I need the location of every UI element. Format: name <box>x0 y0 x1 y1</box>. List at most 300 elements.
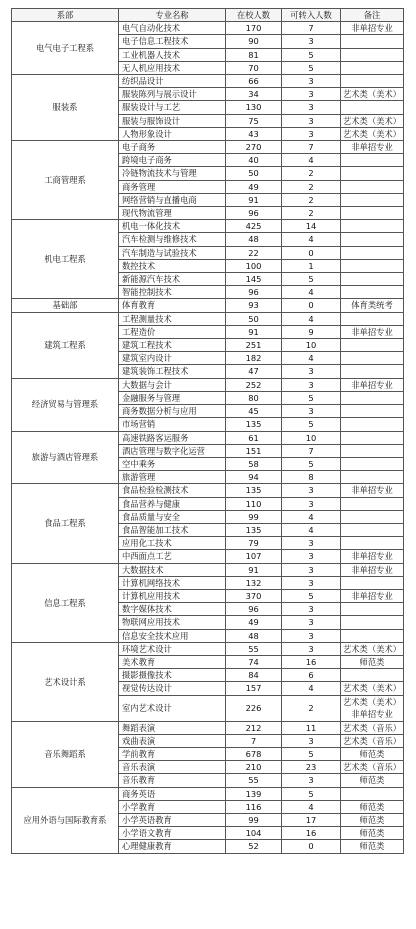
note-text: 艺术类（音乐） <box>342 735 402 746</box>
major-name: 冷链物流技术与管理 <box>119 167 226 180</box>
enrolled-count: 251 <box>226 339 282 352</box>
note-cell <box>341 246 404 259</box>
note-cell <box>341 761 404 774</box>
note-text: 艺术类（美术） <box>342 696 402 707</box>
transfer-count: 3 <box>282 774 341 787</box>
table-row <box>12 220 404 233</box>
note-cell <box>341 141 404 154</box>
enrolled-count: 47 <box>226 365 282 378</box>
major-name: 小学英语教育 <box>119 813 226 826</box>
major-name: 商务管理 <box>119 180 226 193</box>
major-name: 新能源汽车技术 <box>119 273 226 286</box>
major-name: 电气自动化技术 <box>119 22 226 35</box>
table-row <box>12 22 404 35</box>
note-cell <box>341 75 404 88</box>
transfer-count: 0 <box>282 840 341 853</box>
major-name: 食品智能加工技术 <box>119 523 226 536</box>
transfer-count: 3 <box>282 563 341 576</box>
note-cell <box>341 233 404 246</box>
major-name: 无人机应用技术 <box>119 61 226 74</box>
table-row <box>12 642 404 655</box>
note-text: 非单招专业 <box>351 590 393 601</box>
major-name: 环境艺术设计 <box>119 642 226 655</box>
major-name: 汽车制造与试验技术 <box>119 246 226 259</box>
enrolled-count: 270 <box>226 141 282 154</box>
note-cell <box>341 669 404 682</box>
note-text: 师范类 <box>359 814 385 825</box>
major-name: 现代物流管理 <box>119 207 226 220</box>
table-row <box>12 378 404 391</box>
major-name: 金融服务与管理 <box>119 391 226 404</box>
enrolled-count: 70 <box>226 61 282 74</box>
note-text: 非单招专业 <box>351 551 393 562</box>
note-text: 非单招专业 <box>351 142 393 153</box>
transfer-count: 3 <box>282 35 341 48</box>
enrolled-count: 75 <box>226 114 282 127</box>
transfer-count: 2 <box>282 207 341 220</box>
transfer-count: 4 <box>282 682 341 695</box>
major-name: 室内艺术设计 <box>119 695 226 721</box>
note-cell <box>341 774 404 787</box>
transfer-count: 2 <box>282 695 341 721</box>
major-name: 服装与服饰设计 <box>119 114 226 127</box>
enrolled-count: 212 <box>226 721 282 734</box>
note-cell <box>341 378 404 391</box>
note-cell <box>341 629 404 642</box>
transfer-count: 5 <box>282 61 341 74</box>
major-name: 数字媒体技术 <box>119 603 226 616</box>
enrolled-count: 100 <box>226 259 282 272</box>
note-text: 师范类 <box>359 841 385 852</box>
enrolled-count: 678 <box>226 747 282 760</box>
transfer-count: 5 <box>282 273 341 286</box>
note-cell <box>341 193 404 206</box>
transfer-count: 5 <box>282 48 341 61</box>
enrolled-count: 91 <box>226 563 282 576</box>
note-cell <box>341 563 404 576</box>
transfer-count: 23 <box>282 761 341 774</box>
table-row <box>12 141 404 154</box>
note-text: 艺术类（美术） <box>342 643 402 654</box>
major-name: 电子信息工程技术 <box>119 35 226 48</box>
transfer-count: 2 <box>282 167 341 180</box>
major-name: 服装设计与工艺 <box>119 101 226 114</box>
note-cell <box>341 471 404 484</box>
department-name: 旅游与酒店管理系 <box>12 431 119 484</box>
note-cell <box>341 550 404 563</box>
transfer-count: 3 <box>282 88 341 101</box>
note-cell <box>341 840 404 853</box>
enrolled-count: 139 <box>226 787 282 800</box>
note-text: 非单招专业 <box>351 23 393 34</box>
transfer-count: 5 <box>282 391 341 404</box>
note-cell <box>341 339 404 352</box>
note-cell <box>341 167 404 180</box>
transfer-count: 4 <box>282 510 341 523</box>
transfer-quota-table <box>11 8 404 854</box>
transfer-count: 14 <box>282 220 341 233</box>
enrolled-count: 55 <box>226 642 282 655</box>
note-cell <box>341 682 404 695</box>
major-name: 食品营养与健康 <box>119 497 226 510</box>
note-text: 体育类统考 <box>351 300 393 311</box>
transfer-count: 3 <box>282 734 341 747</box>
department-name: 经济贸易与管理系 <box>12 378 119 431</box>
note-text: 非单招专业 <box>351 564 393 575</box>
enrolled-count: 43 <box>226 127 282 140</box>
enrolled-count: 116 <box>226 800 282 813</box>
transfer-count: 6 <box>282 669 341 682</box>
transfer-count: 3 <box>282 114 341 127</box>
transfer-count: 17 <box>282 813 341 826</box>
transfer-count: 7 <box>282 22 341 35</box>
note-cell <box>341 154 404 167</box>
major-name: 美术教育 <box>119 655 226 668</box>
enrolled-count: 91 <box>226 325 282 338</box>
note-cell <box>341 431 404 444</box>
note-text: 师范类 <box>359 828 385 839</box>
note-cell <box>341 537 404 550</box>
major-name: 汽车检测与维修技术 <box>119 233 226 246</box>
major-name: 计算机应用技术 <box>119 589 226 602</box>
transfer-count: 5 <box>282 457 341 470</box>
transfer-count: 1 <box>282 259 341 272</box>
enrolled-count: 79 <box>226 537 282 550</box>
major-name: 工业机器人技术 <box>119 48 226 61</box>
department-name: 服装系 <box>12 75 119 141</box>
department-name: 艺术设计系 <box>12 642 119 721</box>
enrolled-count: 48 <box>226 629 282 642</box>
major-name: 人物形象设计 <box>119 127 226 140</box>
major-name: 工程测量技术 <box>119 312 226 325</box>
major-name: 小学教育 <box>119 800 226 813</box>
enrolled-count: 135 <box>226 523 282 536</box>
note-text: 艺术类（音乐） <box>342 762 402 773</box>
note-cell <box>341 589 404 602</box>
transfer-quota-table-container <box>11 8 403 854</box>
department-name: 基础部 <box>12 299 119 312</box>
enrolled-count: 145 <box>226 273 282 286</box>
major-name: 市场营销 <box>119 418 226 431</box>
transfer-count: 11 <box>282 721 341 734</box>
major-name: 商务英语 <box>119 787 226 800</box>
note-text: 非单招专业 <box>351 709 393 720</box>
enrolled-count: 96 <box>226 286 282 299</box>
enrolled-count: 110 <box>226 497 282 510</box>
note-cell <box>341 457 404 470</box>
table-row <box>12 75 404 88</box>
department-name: 电气电子工程系 <box>12 22 119 75</box>
transfer-count: 0 <box>282 246 341 259</box>
table-row <box>12 431 404 444</box>
transfer-count: 10 <box>282 339 341 352</box>
note-cell <box>341 418 404 431</box>
major-name: 物联网应用技术 <box>119 616 226 629</box>
note-cell <box>341 734 404 747</box>
major-name: 音乐表演 <box>119 761 226 774</box>
major-name: 空中乘务 <box>119 457 226 470</box>
note-cell <box>341 286 404 299</box>
note-cell <box>341 101 404 114</box>
note-cell <box>341 616 404 629</box>
transfer-count: 3 <box>282 537 341 550</box>
department-name: 工商管理系 <box>12 141 119 220</box>
major-name: 计算机网络技术 <box>119 576 226 589</box>
enrolled-count: 55 <box>226 774 282 787</box>
enrolled-count: 49 <box>226 616 282 629</box>
major-name: 食品质量与安全 <box>119 510 226 523</box>
enrolled-count: 50 <box>226 167 282 180</box>
note-cell <box>341 88 404 101</box>
enrolled-count: 132 <box>226 576 282 589</box>
enrolled-count: 157 <box>226 682 282 695</box>
transfer-count: 2 <box>282 180 341 193</box>
major-name: 小学语文教育 <box>119 827 226 840</box>
note-cell <box>341 299 404 312</box>
transfer-count: 4 <box>282 312 341 325</box>
note-cell <box>341 523 404 536</box>
note-text: 师范类 <box>359 748 385 759</box>
header-row <box>12 9 404 22</box>
major-name: 应用化工技术 <box>119 537 226 550</box>
major-name: 体育教育 <box>119 299 226 312</box>
transfer-count: 5 <box>282 418 341 431</box>
enrolled-count: 130 <box>226 101 282 114</box>
table-row <box>12 312 404 325</box>
note-cell <box>341 220 404 233</box>
enrolled-count: 40 <box>226 154 282 167</box>
transfer-count: 5 <box>282 787 341 800</box>
note-text: 非单招专业 <box>351 379 393 390</box>
enrolled-count: 99 <box>226 813 282 826</box>
note-cell <box>341 642 404 655</box>
major-name: 建筑室内设计 <box>119 352 226 365</box>
note-text: 非单招专业 <box>351 326 393 337</box>
enrolled-count: 66 <box>226 75 282 88</box>
transfer-count: 3 <box>282 365 341 378</box>
enrolled-count: 104 <box>226 827 282 840</box>
transfer-count: 0 <box>282 299 341 312</box>
note-cell <box>341 207 404 220</box>
table-row <box>12 721 404 734</box>
major-name: 建筑工程技术 <box>119 339 226 352</box>
department-name: 应用外语与国际教育系 <box>12 787 119 853</box>
transfer-count: 5 <box>282 589 341 602</box>
transfer-count: 3 <box>282 405 341 418</box>
transfer-count: 3 <box>282 576 341 589</box>
note-cell <box>341 35 404 48</box>
note-cell <box>341 365 404 378</box>
enrolled-count: 107 <box>226 550 282 563</box>
enrolled-count: 170 <box>226 22 282 35</box>
note-cell <box>341 61 404 74</box>
enrolled-count: 7 <box>226 734 282 747</box>
major-name: 酒店管理与数字化运营 <box>119 444 226 457</box>
enrolled-count: 135 <box>226 484 282 497</box>
department-name: 建筑工程系 <box>12 312 119 378</box>
major-name: 机电一体化技术 <box>119 220 226 233</box>
transfer-count: 3 <box>282 550 341 563</box>
enrolled-count: 210 <box>226 761 282 774</box>
transfer-count: 7 <box>282 141 341 154</box>
major-name: 信息安全技术应用 <box>119 629 226 642</box>
enrolled-count: 94 <box>226 471 282 484</box>
major-name: 舞蹈表演 <box>119 721 226 734</box>
major-name: 大数据技术 <box>119 563 226 576</box>
note-cell <box>341 127 404 140</box>
major-name: 智能控制技术 <box>119 286 226 299</box>
enrolled-count: 49 <box>226 180 282 193</box>
enrolled-count: 81 <box>226 48 282 61</box>
enrolled-count: 252 <box>226 378 282 391</box>
note-text: 艺术类（音乐） <box>342 722 402 733</box>
note-cell <box>341 391 404 404</box>
enrolled-count: 50 <box>226 312 282 325</box>
enrolled-count: 425 <box>226 220 282 233</box>
header-major: 专业名称 <box>119 9 226 22</box>
note-cell <box>341 325 404 338</box>
major-name: 高速铁路客运服务 <box>119 431 226 444</box>
transfer-count: 8 <box>282 471 341 484</box>
table-row <box>12 484 404 497</box>
major-name: 数控技术 <box>119 259 226 272</box>
note-text: 艺术类（美术） <box>342 89 402 100</box>
note-cell <box>341 603 404 616</box>
transfer-count: 16 <box>282 827 341 840</box>
major-name: 心理健康教育 <box>119 840 226 853</box>
enrolled-count: 45 <box>226 405 282 418</box>
major-name: 工程造价 <box>119 325 226 338</box>
department-name: 音乐舞蹈系 <box>12 721 119 787</box>
note-cell <box>341 510 404 523</box>
enrolled-count: 84 <box>226 669 282 682</box>
major-name: 中西面点工艺 <box>119 550 226 563</box>
note-text: 师范类 <box>359 656 385 667</box>
note-cell <box>341 259 404 272</box>
transfer-count: 16 <box>282 655 341 668</box>
note-cell <box>341 695 404 721</box>
enrolled-count: 22 <box>226 246 282 259</box>
enrolled-count: 52 <box>226 840 282 853</box>
note-cell <box>341 827 404 840</box>
major-name: 商务数据分析与应用 <box>119 405 226 418</box>
enrolled-count: 34 <box>226 88 282 101</box>
major-name: 跨境电子商务 <box>119 154 226 167</box>
enrolled-count: 61 <box>226 431 282 444</box>
major-name: 建筑装饰工程技术 <box>119 365 226 378</box>
enrolled-count: 99 <box>226 510 282 523</box>
major-name: 食品检验检测技术 <box>119 484 226 497</box>
note-cell <box>341 444 404 457</box>
note-cell <box>341 484 404 497</box>
transfer-count: 3 <box>282 127 341 140</box>
major-name: 戏曲表演 <box>119 734 226 747</box>
note-cell <box>341 405 404 418</box>
transfer-count: 4 <box>282 233 341 246</box>
transfer-count: 4 <box>282 800 341 813</box>
enrolled-count: 151 <box>226 444 282 457</box>
major-name: 音乐教育 <box>119 774 226 787</box>
table-row <box>12 563 404 576</box>
transfer-count: 3 <box>282 497 341 510</box>
transfer-count: 9 <box>282 325 341 338</box>
note-text: 艺术类（美术） <box>342 128 402 139</box>
note-cell <box>341 655 404 668</box>
enrolled-count: 135 <box>226 418 282 431</box>
enrolled-count: 90 <box>226 35 282 48</box>
enrolled-count: 182 <box>226 352 282 365</box>
enrolled-count: 226 <box>226 695 282 721</box>
note-cell <box>341 312 404 325</box>
transfer-count: 7 <box>282 444 341 457</box>
department-name: 食品工程系 <box>12 484 119 563</box>
enrolled-count: 93 <box>226 299 282 312</box>
note-cell <box>341 180 404 193</box>
note-cell <box>341 813 404 826</box>
note-text: 师范类 <box>359 801 385 812</box>
transfer-count: 10 <box>282 431 341 444</box>
note-cell <box>341 114 404 127</box>
note-cell <box>341 576 404 589</box>
transfer-count: 5 <box>282 747 341 760</box>
enrolled-count: 96 <box>226 207 282 220</box>
transfer-count: 3 <box>282 616 341 629</box>
major-name: 电子商务 <box>119 141 226 154</box>
header-enrolled: 在校人数 <box>226 9 282 22</box>
table-body <box>12 22 404 853</box>
transfer-count: 3 <box>282 484 341 497</box>
note-cell <box>341 497 404 510</box>
enrolled-count: 80 <box>226 391 282 404</box>
major-name: 服装陈列与展示设计 <box>119 88 226 101</box>
department-name: 信息工程系 <box>12 563 119 642</box>
enrolled-count: 91 <box>226 193 282 206</box>
transfer-count: 3 <box>282 75 341 88</box>
table-row <box>12 787 404 800</box>
header-department: 系部 <box>12 9 119 22</box>
major-name: 网络营销与直播电商 <box>119 193 226 206</box>
major-name: 纺织品设计 <box>119 75 226 88</box>
enrolled-count: 58 <box>226 457 282 470</box>
transfer-count: 3 <box>282 629 341 642</box>
transfer-count: 4 <box>282 154 341 167</box>
major-name: 大数据与会计 <box>119 378 226 391</box>
note-cell <box>341 800 404 813</box>
note-cell <box>341 721 404 734</box>
major-name: 摄影摄像技术 <box>119 669 226 682</box>
header-transfer: 可转入人数 <box>282 9 341 22</box>
note-cell <box>341 787 404 800</box>
note-cell <box>341 22 404 35</box>
transfer-count: 3 <box>282 642 341 655</box>
enrolled-count: 74 <box>226 655 282 668</box>
transfer-count: 3 <box>282 378 341 391</box>
note-cell <box>341 352 404 365</box>
note-cell <box>341 273 404 286</box>
transfer-count: 4 <box>282 352 341 365</box>
enrolled-count: 96 <box>226 603 282 616</box>
transfer-count: 2 <box>282 193 341 206</box>
transfer-count: 4 <box>282 523 341 536</box>
table-row <box>12 299 404 312</box>
header-note: 备注 <box>341 9 404 22</box>
major-name: 旅游管理 <box>119 471 226 484</box>
transfer-count: 3 <box>282 603 341 616</box>
major-name: 学前教育 <box>119 747 226 760</box>
note-text: 艺术类（美术） <box>342 683 402 694</box>
transfer-count: 4 <box>282 286 341 299</box>
transfer-count: 3 <box>282 101 341 114</box>
